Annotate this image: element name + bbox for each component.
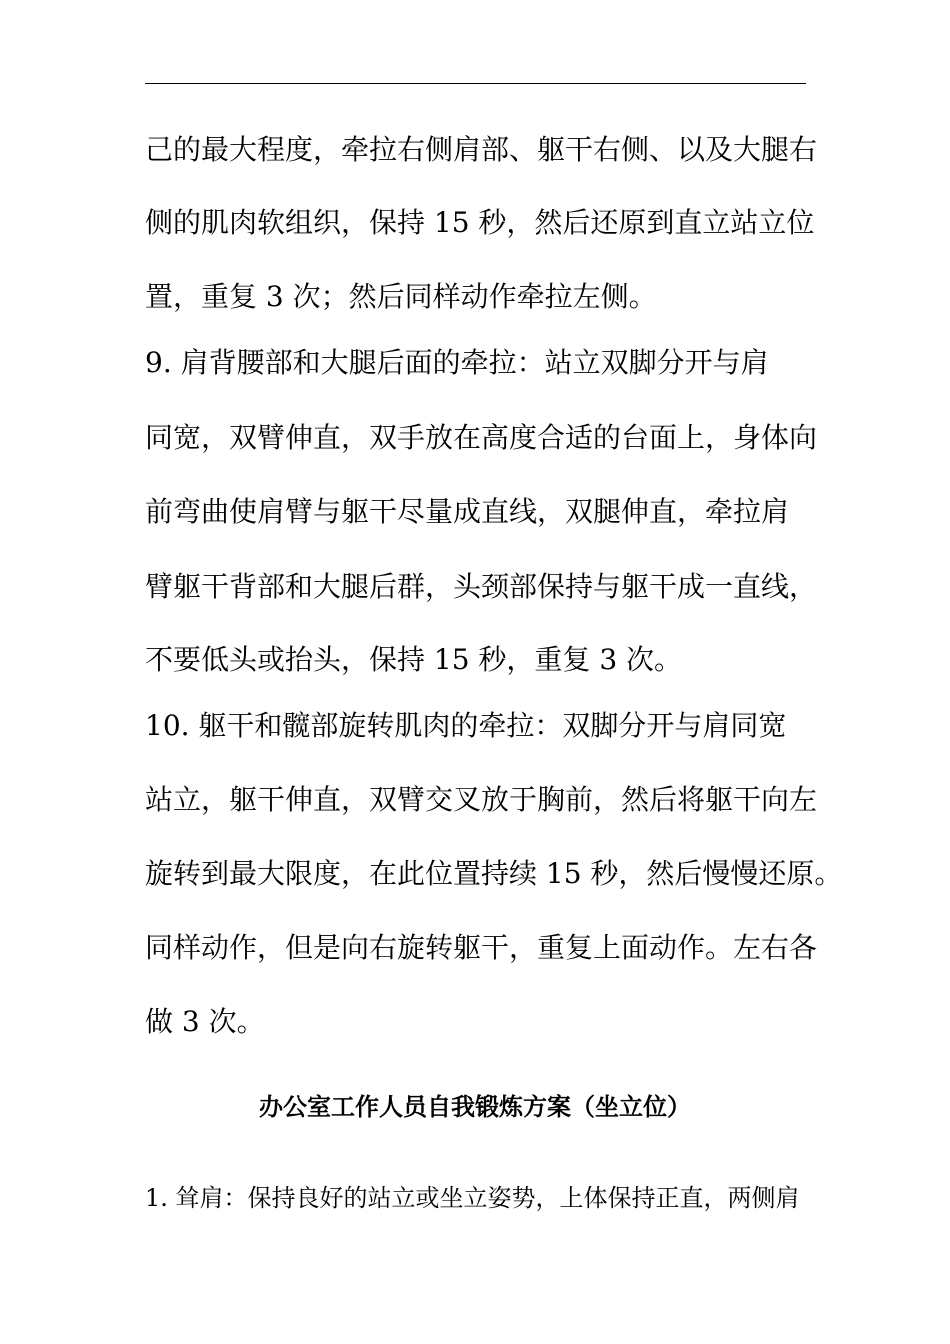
text-line: 10. 躯干和髋部旋转肌肉的牵拉：双脚分开与肩同宽 <box>145 709 787 742</box>
text-line: 做 3 次。 <box>145 1005 265 1038</box>
text-line: 前弯曲使肩臂与躯干尽量成直线，双腿伸直，牵拉肩 <box>145 495 790 528</box>
text-line: 站立，躯干伸直，双臂交叉放于胸前，然后将躯干向左 <box>145 783 818 816</box>
section-title: 办公室工作人员自我锻炼方案（坐立位） <box>259 1092 691 1121</box>
text-line: 同样动作，但是向右旋转躯干，重复上面动作。左右各 <box>145 931 818 964</box>
header-rule <box>145 83 806 84</box>
text-line: 侧的肌肉软组织，保持 15 秒，然后还原到直立站立位 <box>145 206 815 239</box>
text-line: 己的最大程度，牵拉右侧肩部、躯干右侧、以及大腿右 <box>145 133 818 166</box>
text-line: 9. 肩背腰部和大腿后面的牵拉：站立双脚分开与肩 <box>145 346 769 379</box>
text-line: 臂躯干背部和大腿后群，头颈部保持与躯干成一直线， <box>145 570 818 603</box>
text-line: 旋转到最大限度，在此位置持续 15 秒，然后慢慢还原。 <box>145 857 843 890</box>
text-line: 不要低头或抬头，保持 15 秒，重复 3 次。 <box>145 643 683 676</box>
text-line: 同宽，双臂伸直，双手放在高度合适的台面上，身体向 <box>145 421 818 454</box>
section-text-line: 1. 耸肩：保持良好的站立或坐立姿势，上体保持正直，两侧肩 <box>145 1184 800 1212</box>
text-line: 置，重复 3 次；然后同样动作牵拉左侧。 <box>145 280 657 313</box>
